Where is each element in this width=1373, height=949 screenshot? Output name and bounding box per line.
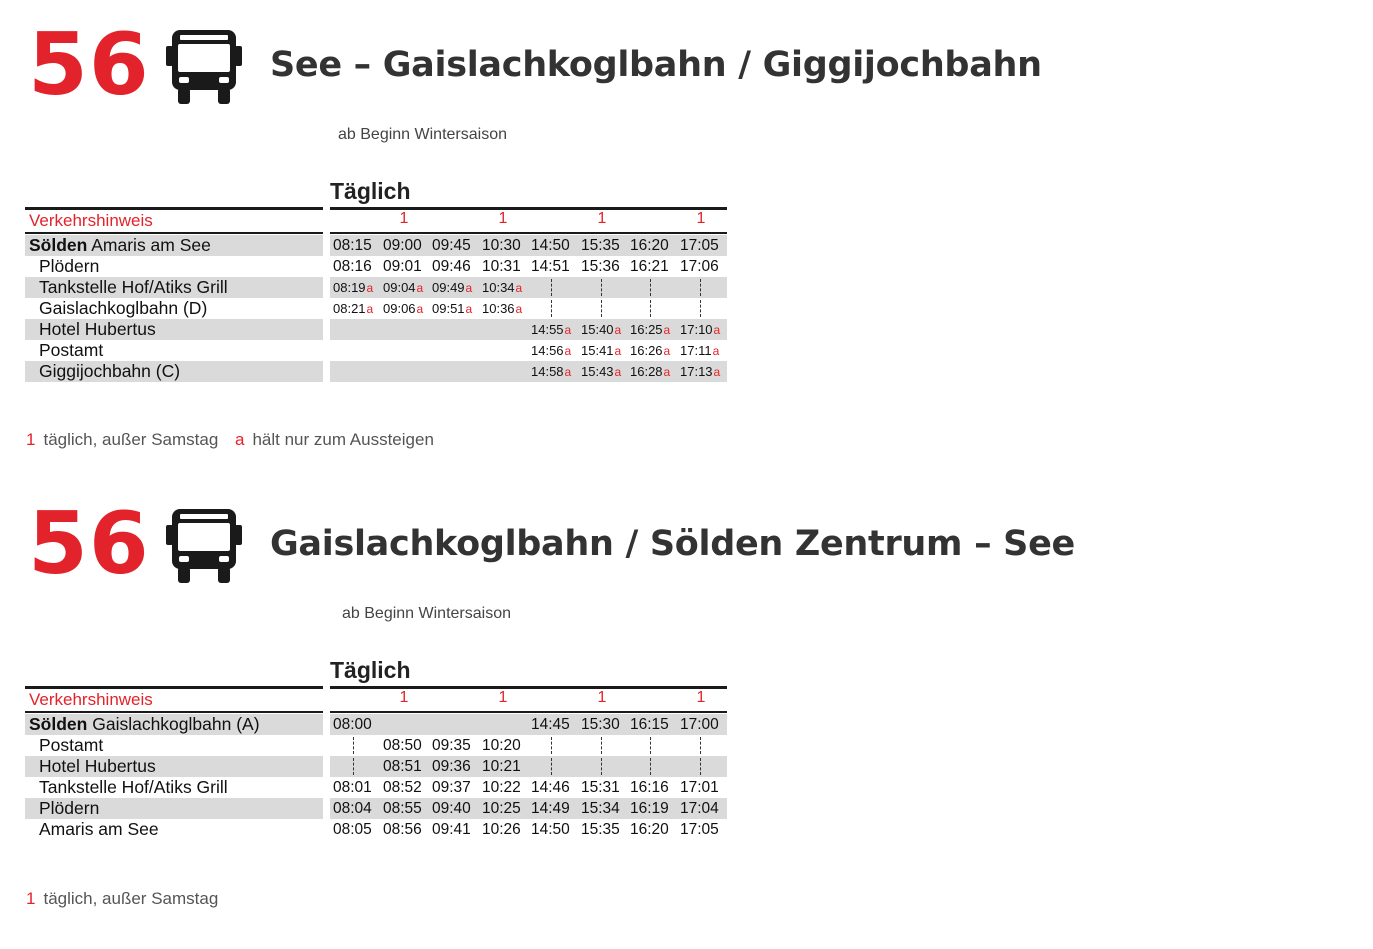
stop-label: Amaris am See [91, 235, 211, 255]
alight-only-flag: a [564, 323, 572, 337]
departure-time [383, 777, 422, 798]
departure-time [630, 340, 670, 362]
table-row [0, 714, 760, 735]
time-value: 09:46 [432, 258, 471, 275]
time-value: 17:11 [680, 343, 712, 358]
departure-time [482, 777, 521, 798]
departure-time [482, 735, 521, 756]
stop-label: Amaris am See [39, 819, 159, 839]
pass-through-line [700, 300, 701, 317]
alight-only-flag: a [614, 323, 622, 337]
departure-time [432, 735, 471, 756]
stop-name [29, 714, 260, 735]
departure-time [333, 798, 372, 819]
column-note-marker: 1 [696, 689, 706, 706]
stop-name [39, 298, 207, 319]
time-value: 14:49 [531, 800, 570, 817]
column-note-marker: 1 [597, 689, 607, 706]
departure-time [333, 819, 372, 840]
departure-time [333, 277, 373, 299]
departure-time [482, 235, 521, 256]
alight-only-flag: a [564, 344, 572, 358]
time-value: 16:20 [630, 237, 669, 254]
time-value: 15:30 [581, 716, 620, 733]
stop-label: Hotel Hubertus [39, 319, 156, 339]
time-value: 15:31 [581, 779, 620, 796]
departure-time [383, 735, 422, 756]
departure-time [333, 714, 372, 735]
departure-time [333, 777, 372, 798]
time-value: 17:06 [680, 258, 719, 275]
pass-through-line [700, 279, 701, 296]
time-value: 09:36 [432, 758, 471, 775]
time-value: 08:16 [333, 258, 372, 275]
time-value: 09:00 [383, 237, 422, 254]
departure-time [581, 340, 621, 362]
time-value: 09:35 [432, 737, 471, 754]
departure-time [531, 819, 570, 840]
time-value: 16:19 [630, 800, 669, 817]
footnote [26, 430, 218, 450]
departure-time [432, 298, 472, 320]
alight-only-flag: a [366, 302, 374, 316]
time-value: 08:55 [383, 800, 422, 817]
departure-time [630, 256, 669, 277]
stop-label: Plödern [39, 798, 100, 818]
departure-time [383, 819, 422, 840]
stop-place: Sölden [29, 714, 88, 734]
time-value: 16:16 [630, 779, 669, 796]
departure-time [680, 256, 719, 277]
time-value: 17:01 [680, 779, 719, 796]
timetable-section-outbound [0, 0, 1373, 470]
time-value: 09:04 [383, 280, 416, 295]
time-value: 08:56 [383, 821, 422, 838]
stop-place: Sölden [29, 235, 88, 255]
day-type-heading: Täglich [330, 178, 411, 204]
pass-through-line [650, 737, 651, 754]
time-value: 10:36 [482, 301, 515, 316]
stop-name [39, 340, 103, 361]
notice-rule-right [330, 232, 727, 234]
column-note-marker: 1 [399, 689, 409, 706]
time-value: 09:01 [383, 258, 422, 275]
pass-through-line [601, 758, 602, 775]
footnote-key: 1 [26, 430, 36, 449]
time-value: 09:06 [383, 301, 416, 316]
departure-time [531, 256, 570, 277]
time-value: 10:22 [482, 779, 521, 796]
stop-label: Giggijochbahn (C) [39, 361, 181, 381]
time-value: 16:21 [630, 258, 669, 275]
alight-only-flag: a [416, 281, 424, 295]
departure-time [531, 340, 571, 362]
validity-note: ab Beginn Wintersaison [342, 605, 511, 622]
table-row [0, 735, 760, 756]
notice-rule-left [25, 711, 323, 713]
stop-label: Plödern [39, 256, 100, 276]
pass-through-line [650, 758, 651, 775]
time-value: 16:26 [630, 343, 663, 358]
departure-time [581, 361, 621, 383]
time-value: 16:25 [630, 322, 663, 337]
departure-time [333, 298, 373, 320]
departure-time [630, 714, 669, 735]
time-value: 10:26 [482, 821, 521, 838]
departure-time [432, 256, 471, 277]
departure-time [531, 777, 570, 798]
column-note-marker: 1 [399, 210, 409, 227]
time-value: 15:35 [581, 237, 620, 254]
time-value: 14:56 [531, 343, 564, 358]
alight-only-flag: a [663, 323, 671, 337]
departure-time [482, 819, 521, 840]
departure-time [432, 235, 471, 256]
departure-time [680, 798, 719, 819]
time-value: 10:30 [482, 237, 521, 254]
departure-time [581, 235, 620, 256]
time-value: 17:04 [680, 800, 719, 817]
time-value: 08:01 [333, 779, 372, 796]
departure-time [482, 756, 521, 777]
time-value: 14:50 [531, 821, 570, 838]
alight-only-flag: a [663, 365, 671, 379]
departure-time [333, 256, 372, 277]
time-value: 16:20 [630, 821, 669, 838]
time-value: 09:41 [432, 821, 471, 838]
departure-time [581, 819, 620, 840]
pass-through-line [353, 758, 354, 775]
departure-time [630, 798, 669, 819]
footnote-key: 1 [26, 889, 36, 908]
alight-only-flag: a [663, 344, 671, 358]
time-value: 15:41 [581, 343, 614, 358]
alight-only-flag: a [416, 302, 424, 316]
departure-time [680, 319, 720, 341]
departure-time [383, 756, 422, 777]
departure-time [383, 798, 422, 819]
departure-time [531, 361, 571, 383]
alight-only-flag: a [712, 344, 720, 358]
time-value: 10:20 [482, 737, 521, 754]
departure-time [383, 277, 423, 299]
time-value: 10:34 [482, 280, 515, 295]
time-value: 17:10 [680, 322, 713, 337]
time-value: 17:05 [680, 237, 719, 254]
alight-only-flag: a [515, 281, 523, 295]
pass-through-line [601, 279, 602, 296]
footnote [26, 889, 218, 909]
time-value: 17:05 [680, 821, 719, 838]
time-value: 10:25 [482, 800, 521, 817]
stop-label: Postamt [39, 735, 104, 755]
column-note-marker: 1 [498, 210, 508, 227]
departure-time [630, 319, 670, 341]
departure-time [333, 235, 372, 256]
footnote-text: täglich, außer Samstag [43, 430, 219, 449]
alight-only-flag: a [614, 365, 622, 379]
departure-time [531, 235, 570, 256]
departure-time [680, 714, 719, 735]
stop-name [39, 798, 99, 819]
table-row [0, 756, 760, 777]
time-value: 15:36 [581, 258, 620, 275]
table-row [0, 798, 760, 819]
stop-name [39, 777, 228, 798]
time-value: 10:31 [482, 258, 521, 275]
departure-time [630, 819, 669, 840]
time-value: 08:15 [333, 237, 372, 254]
footnote-key: a [235, 430, 245, 449]
departure-time [383, 235, 422, 256]
time-value: 16:28 [630, 364, 663, 379]
validity-note: ab Beginn Wintersaison [338, 126, 507, 143]
table-row [0, 277, 760, 298]
time-value: 14:50 [531, 237, 570, 254]
pass-through-line [650, 300, 651, 317]
footnote-text: hält nur zum Aussteigen [252, 430, 434, 449]
alight-only-flag: a [515, 302, 523, 316]
pass-through-line [700, 758, 701, 775]
footnote [235, 430, 434, 450]
stop-label: Hotel Hubertus [39, 756, 156, 776]
departure-time [630, 235, 669, 256]
departure-time [630, 777, 669, 798]
route-title: See – Gaislachkoglbahn / Giggijochbahn [270, 45, 1042, 85]
time-value: 08:00 [333, 716, 372, 733]
timetable-section-return [0, 479, 1373, 949]
bus-icon [164, 28, 244, 108]
alight-only-flag: a [465, 281, 473, 295]
column-note-marker: 1 [597, 210, 607, 227]
stop-name [39, 819, 159, 840]
alight-only-flag: a [713, 365, 721, 379]
stop-label: Tankstelle Hof/Atiks Grill [39, 277, 228, 297]
time-value: 09:49 [432, 280, 465, 295]
column-note-marker: 1 [498, 689, 508, 706]
table-row [0, 340, 760, 361]
time-value: 09:40 [432, 800, 471, 817]
stop-label: Postamt [39, 340, 104, 360]
departure-time [482, 798, 521, 819]
footnote-text: täglich, außer Samstag [43, 889, 219, 908]
departure-time [581, 798, 620, 819]
time-value: 15:35 [581, 821, 620, 838]
departure-time [432, 277, 472, 299]
departure-time [581, 256, 620, 277]
time-value: 08:05 [333, 821, 372, 838]
time-value: 17:13 [680, 364, 713, 379]
pass-through-line [551, 758, 552, 775]
notice-label: Verkehrshinweis [29, 690, 153, 709]
departure-time [680, 340, 719, 362]
departure-time [482, 277, 522, 299]
departure-time [680, 777, 719, 798]
alight-only-flag: a [614, 344, 622, 358]
departure-time [383, 298, 423, 320]
notice-rule-right [330, 711, 727, 713]
table-row [0, 319, 760, 340]
stop-name [39, 756, 156, 777]
departure-time [630, 361, 670, 383]
departure-time [680, 361, 720, 383]
time-value: 14:55 [531, 322, 564, 337]
time-value: 08:51 [383, 758, 422, 775]
time-value: 15:40 [581, 322, 614, 337]
departure-time [680, 235, 719, 256]
pass-through-line [700, 737, 701, 754]
day-type-heading: Täglich [330, 657, 411, 683]
table-row [0, 777, 760, 798]
stop-name [29, 235, 211, 256]
departure-time [581, 777, 620, 798]
departure-time [482, 256, 521, 277]
time-value: 09:45 [432, 237, 471, 254]
departure-time [383, 256, 422, 277]
pass-through-line [551, 279, 552, 296]
stop-label: Gaislachkoglbahn (A) [92, 714, 260, 734]
table-row [0, 235, 760, 256]
time-value: 16:15 [630, 716, 669, 733]
table-row [0, 819, 760, 840]
departure-time [482, 298, 522, 320]
time-value: 09:51 [432, 301, 465, 316]
stop-name [39, 735, 103, 756]
stop-label: Gaislachkoglbahn (D) [39, 298, 208, 318]
route-number: 56 [28, 15, 150, 115]
alight-only-flag: a [713, 323, 721, 337]
time-value: 17:00 [680, 716, 719, 733]
time-value: 08:21 [333, 301, 366, 316]
notice-label: Verkehrshinweis [29, 211, 153, 230]
stop-label: Tankstelle Hof/Atiks Grill [39, 777, 228, 797]
departure-time [432, 819, 471, 840]
notice-rule-left [25, 232, 323, 234]
departure-time [581, 714, 620, 735]
departure-time [432, 798, 471, 819]
departure-time [531, 798, 570, 819]
route-number: 56 [28, 494, 150, 594]
time-value: 14:58 [531, 364, 564, 379]
time-value: 14:45 [531, 716, 570, 733]
pass-through-line [601, 737, 602, 754]
bus-icon [164, 507, 244, 587]
departure-time [680, 819, 719, 840]
table-row [0, 361, 760, 382]
time-value: 15:34 [581, 800, 620, 817]
time-value: 10:21 [482, 758, 521, 775]
pass-through-line [551, 300, 552, 317]
stop-name [39, 319, 156, 340]
time-value: 08:19 [333, 280, 366, 295]
time-value: 08:50 [383, 737, 422, 754]
header-rule-left [25, 686, 323, 689]
stop-name [39, 277, 228, 298]
alight-only-flag: a [465, 302, 473, 316]
departure-time [531, 319, 571, 341]
stop-name [39, 361, 180, 382]
time-value: 14:51 [531, 258, 570, 275]
route-title: Gaislachkoglbahn / Sölden Zentrum – See [270, 524, 1075, 564]
pass-through-line [353, 737, 354, 754]
departure-time [531, 714, 570, 735]
time-value: 08:04 [333, 800, 372, 817]
alight-only-flag: a [564, 365, 572, 379]
pass-through-line [650, 279, 651, 296]
table-row [0, 256, 760, 277]
time-value: 08:52 [383, 779, 422, 796]
departure-time [581, 319, 621, 341]
time-value: 15:43 [581, 364, 614, 379]
stop-name [39, 256, 99, 277]
pass-through-line [601, 300, 602, 317]
time-value: 09:37 [432, 779, 471, 796]
column-note-marker: 1 [696, 210, 706, 227]
departure-time [432, 756, 471, 777]
time-value: 14:46 [531, 779, 570, 796]
table-row [0, 298, 760, 319]
alight-only-flag: a [366, 281, 374, 295]
departure-time [432, 777, 471, 798]
header-rule-left [25, 207, 323, 210]
pass-through-line [551, 737, 552, 754]
